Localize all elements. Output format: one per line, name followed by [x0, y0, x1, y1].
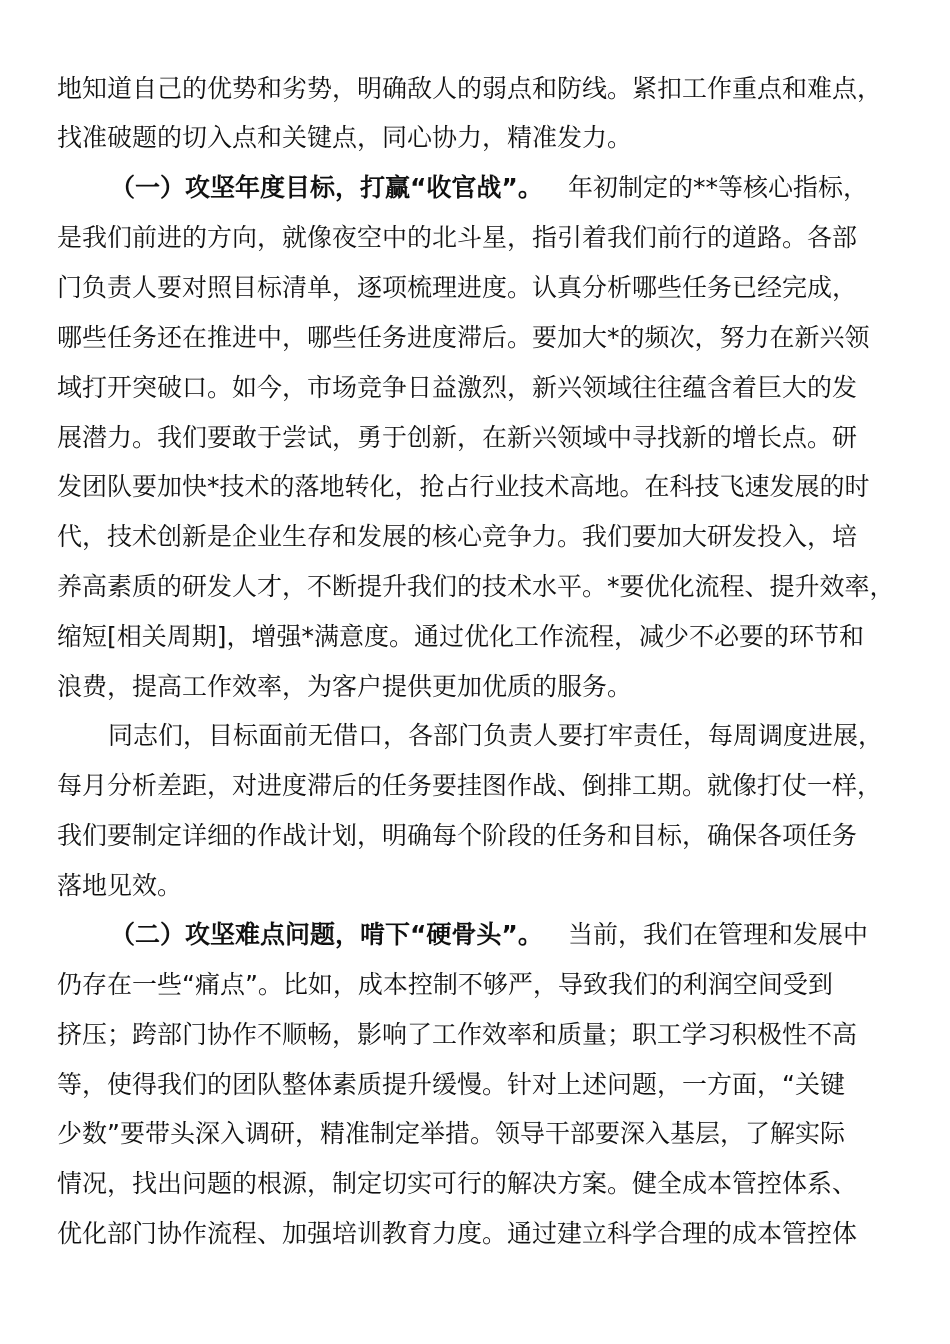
text-line: 代，技术创新是企业生存和发展的核心竞争力。我们要加大研发投入，培	[57, 522, 858, 551]
section-heading: （一）攻坚年度目标，打赢“收官战”。	[110, 173, 543, 202]
text-line: 情况，找出问题的根源，制定切实可行的解决方案。健全成本管控体系、	[57, 1169, 858, 1198]
text-line: 展潜力。我们要敢于尝试，勇于创新，在新兴领域中寻找新的增长点。研	[57, 423, 858, 452]
section-heading-line: （一）攻坚年度目标，打赢“收官战”。 年初制定的**等核心指标，	[0, 168, 950, 208]
section-heading: （二）攻坚难点问题，啃下“硬骨头”。	[110, 920, 543, 949]
text-line: 门负责人要对照目标清单，逐项梳理进度。认真分析哪些任务已经完成，	[57, 273, 858, 302]
text-line: 优化部门协作流程、加强培训教育力度。通过建立科学合理的成本管控体	[57, 1219, 858, 1248]
text-line: 养高素质的研发人才，不断提升我们的技术水平。*要优化流程、提升效率，	[57, 572, 895, 601]
text-line: 找准破题的切入点和关键点，同心协力，精准发力。	[57, 123, 633, 152]
text-line: 地知道自己的优势和劣势，明确敌人的弱点和防线。紧扣工作重点和难点，	[57, 74, 883, 103]
text-line: 是我们前进的方向，就像夜空中的北斗星，指引着我们前行的道路。各部	[57, 223, 858, 252]
text-line: 等，使得我们的团队整体素质提升缓慢。针对上述问题，一方面，“关键	[57, 1070, 845, 1099]
text-line: 落地见效。	[57, 871, 183, 900]
section-heading-line: （二）攻坚难点问题，啃下“硬骨头”。 当前，我们在管理和发展中	[0, 915, 950, 955]
text-line: 每月分析差距，对进度滞后的任务要挂图作战、倒排工期。就像打仗一样，	[57, 771, 883, 800]
text-line: 挤压；跨部门协作不顺畅，影响了工作效率和质量；职工学习积极性不高	[57, 1020, 858, 1049]
text-line: 浪费，提高工作效率，为客户提供更加优质的服务。	[57, 672, 633, 701]
text-line: 哪些任务还在推进中，哪些任务进度滞后。要加大*的频次，努力在新兴领	[57, 323, 870, 352]
text-line: 域打开突破口。如今，市场竞争日益激烈，新兴领域往往蕴含着巨大的发	[57, 373, 858, 402]
text-line: 我们要制定详细的作战计划，明确每个阶段的任务和目标，确保各项任务	[57, 821, 858, 850]
text-line: 仍存在一些“痛点”。比如，成本控制不够严，导致我们的利润空间受到	[57, 970, 833, 999]
text-line: 缩短[相关周期]，增强*满意度。通过优化工作流程，减少不必要的环节和	[57, 622, 865, 651]
text-line: 同志们，目标面前无借口，各部门负责人要打牢责任，每周调度进展，	[108, 721, 884, 750]
text-line: 发团队要加快*技术的落地转化，抢占行业技术高地。在科技飞速发展的时	[57, 472, 870, 501]
text-line: 少数”要带头深入调研，精准制定举措。领导干部要深入基层，了解实际	[57, 1119, 845, 1148]
